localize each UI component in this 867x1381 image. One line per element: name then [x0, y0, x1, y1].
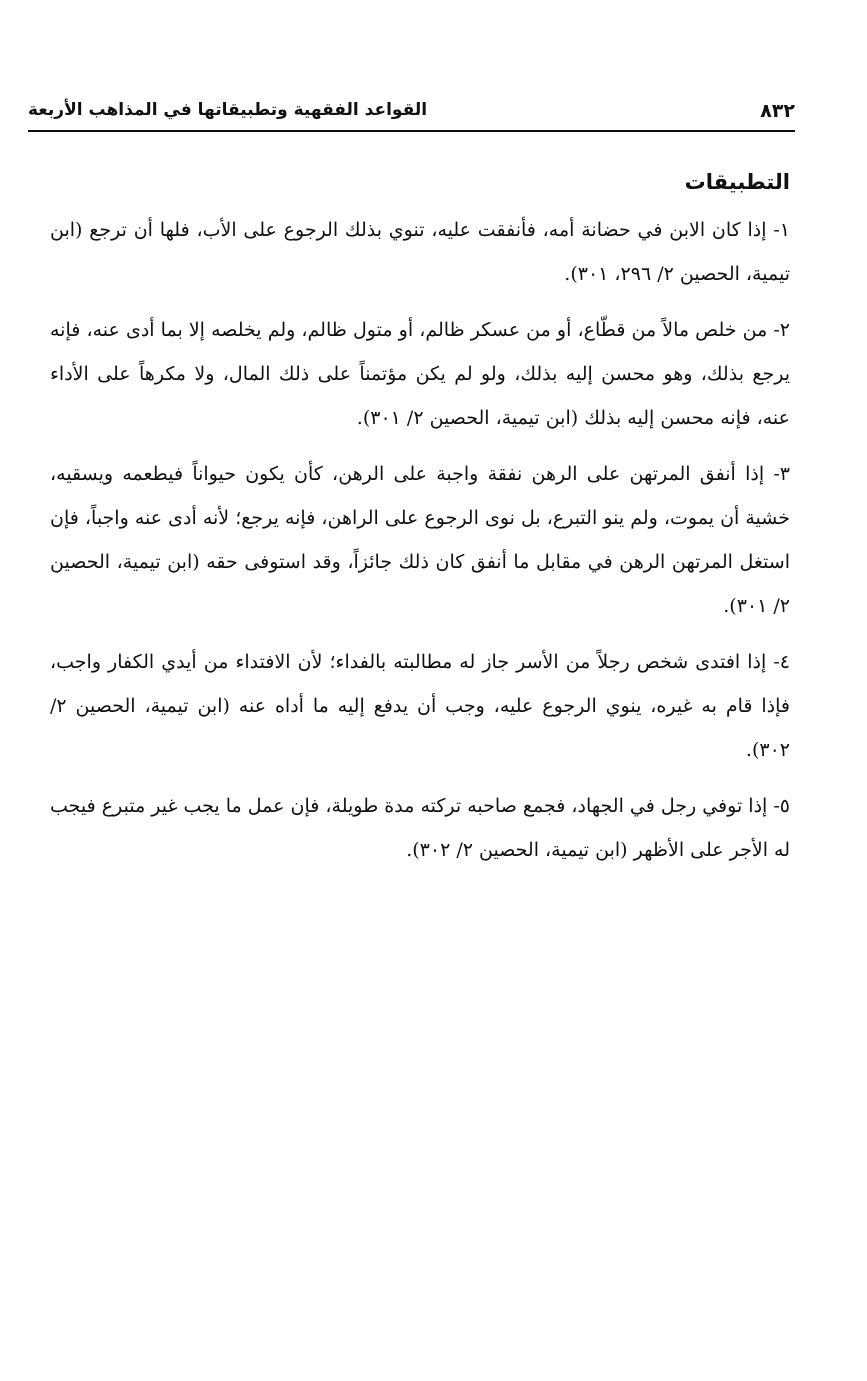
running-title: القواعد الفقهية وتطبيقاتها في المذاهب الأربعة: [28, 100, 428, 120]
paragraph-1: ١- إذا كان الابن في حضانة أمه، فأنفقت عليه، تنوي بذلك الرجوع على الأب، فلها أن ترجع (ابن تيمية، الحصين ٢/ ٢٩٦، ٣٠١).: [50, 219, 790, 285]
page-header: [28, 96, 795, 132]
paragraph-4: ٤- إذا افتدى شخص رجلاً من الأسر جاز له مطالبته بالفداء؛ لأن الافتداء من أيدي الكفار واجب، فإذا قام به غيره، ينوي الرجوع عليه، وجب أن يدفع إليه ما أداه عنه (ابن تيمية، الحصين ٢/ ٣٠٢).: [50, 651, 790, 761]
paragraph-3: ٣- إذا أنفق المرتهن على الرهن نفقة واجبة على الرهن، كأن يكون حيواناً فيطعمه ويسقيه، خشية أن يموت، ولم ينو التبرع، بل نوى الرجوع على الراهن، فإنه يرجع؛ لأنه أدى عنه واجباً، فإن استغل المرتهن الرهن في مقابل ما أنفق كان ذلك جائزاً، وقد استوفى حقه (ابن تيمية، الحصين ٢/ ٣٠١).: [50, 463, 790, 617]
section-title: التطبيقات: [684, 170, 790, 194]
page-content: [50, 160, 790, 884]
page-number: ٨٣٢: [760, 100, 795, 122]
paragraph-5: ٥- إذا توفي رجل في الجهاد، فجمع صاحبه تركته مدة طويلة، فإن عمل ما يجب غير متبرع فيجب له الأجر على الأظهر (ابن تيمية، الحصين ٢/ ٣٠٢).: [50, 795, 790, 861]
paragraph-2: ٢- من خلص مالاً من قطّاع، أو من عسكر ظالم، أو متول ظالم، ولم يخلصه إلا بما أدى عنه، فإنه يرجع بذلك، وهو محسن إليه بذلك، ولو لم يكن مؤتمناً على ذلك المال، ولا مكرهاً على الأداء عنه، فإنه محسن إليه بذلك (ابن تيمية، الحصين ٢/ ٣٠١).: [50, 319, 790, 429]
